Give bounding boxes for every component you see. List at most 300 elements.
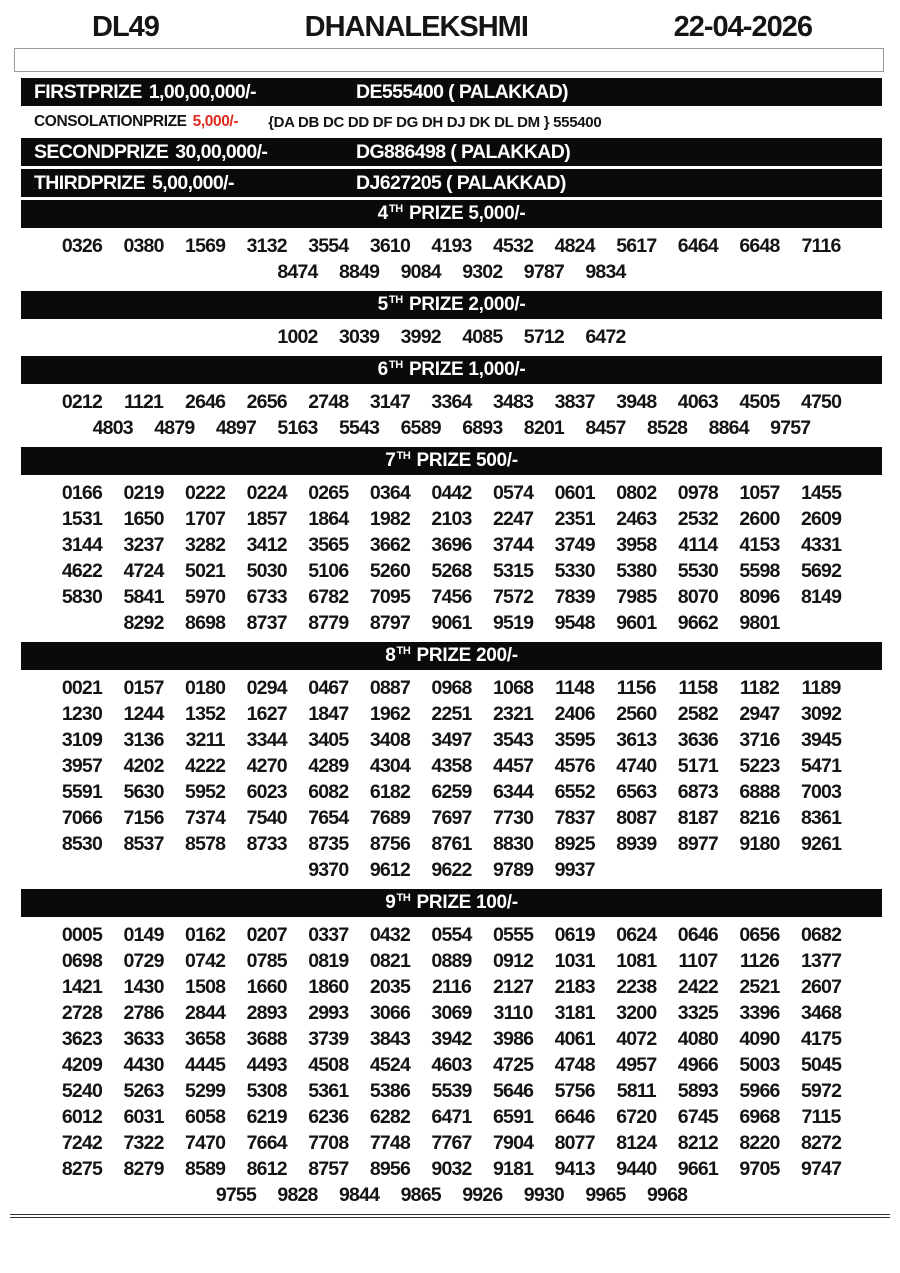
- winning-number: 1377: [800, 949, 842, 972]
- winning-number: 1189: [801, 676, 841, 699]
- winning-number: 8761: [431, 832, 472, 855]
- winning-number: 5893: [677, 1079, 718, 1102]
- prize-section-7th: [21, 447, 882, 639]
- winning-number: 3092: [800, 702, 842, 725]
- winning-number: 9865: [400, 1183, 441, 1206]
- results-content: [21, 78, 882, 1211]
- winning-number: 0180: [185, 676, 226, 699]
- winning-number: 4725: [493, 1053, 534, 1076]
- winning-number: 2748: [308, 390, 349, 413]
- winning-number: 0802: [616, 481, 657, 504]
- prize-section-6th: [21, 356, 882, 444]
- winning-number: 2582: [677, 702, 718, 725]
- winning-number: 3144: [61, 533, 103, 556]
- prize-label: FIRSTPRIZE: [34, 80, 142, 103]
- section-title: 9TH PRIZE 100/-: [385, 891, 518, 913]
- winning-number: 7116: [801, 234, 841, 257]
- winning-number: 2646: [185, 390, 226, 413]
- number-row: [21, 922, 882, 948]
- winning-number: 4508: [308, 1053, 349, 1076]
- winning-number: 0364: [369, 481, 410, 504]
- winning-number: 1244: [123, 702, 164, 725]
- winning-number: 5617: [616, 234, 657, 257]
- winning-number: 6591: [493, 1105, 534, 1128]
- winning-number: 3636: [677, 728, 718, 751]
- number-row: [21, 1156, 882, 1182]
- winning-number: 1430: [123, 975, 164, 998]
- winning-number: 8756: [369, 832, 410, 855]
- first-prize-winning-ticket: DE555400 ( PALAKKAD): [356, 80, 568, 103]
- winning-number: 0432: [369, 923, 410, 946]
- winning-number: 4114: [678, 533, 718, 556]
- prize-amount: 1,00,00,000/-: [148, 80, 256, 103]
- number-row: [21, 1182, 882, 1208]
- winning-number: 4358: [431, 754, 472, 777]
- winning-number: 5045: [800, 1053, 842, 1076]
- winning-number: 3749: [554, 533, 595, 556]
- number-row: [21, 1078, 882, 1104]
- number-row: [21, 610, 882, 636]
- winning-number: 8537: [123, 832, 164, 855]
- winning-number: 4457: [493, 754, 534, 777]
- winning-number: 5530: [677, 559, 718, 582]
- winning-number: 0337: [308, 923, 349, 946]
- winning-number: 2183: [554, 975, 595, 998]
- winning-number: 8070: [677, 585, 718, 608]
- section-header-9th: [21, 889, 882, 917]
- winning-number: 8124: [616, 1131, 657, 1154]
- winning-number: 4063: [677, 390, 718, 413]
- winning-number: 3405: [308, 728, 349, 751]
- winning-number: 8201: [523, 416, 564, 439]
- winning-number: 4430: [123, 1053, 164, 1076]
- lottery-name: DHANALEKSHMI: [304, 11, 528, 43]
- winning-number: 6873: [677, 780, 718, 803]
- winning-number: 2607: [800, 975, 842, 998]
- winning-number: 4532: [493, 234, 534, 257]
- winning-number: 2600: [739, 507, 780, 530]
- winning-number: 5712: [523, 325, 564, 348]
- winning-number: 4750: [800, 390, 842, 413]
- number-row: [21, 558, 882, 584]
- winning-number: 2247: [493, 507, 534, 530]
- winning-number: 6082: [308, 780, 349, 803]
- number-row: [21, 389, 882, 415]
- winning-number: 2127: [493, 975, 534, 998]
- winning-number: 9801: [739, 611, 780, 634]
- winning-number: 3948: [616, 390, 657, 413]
- winning-number: 9926: [462, 1183, 503, 1206]
- winning-number: 8096: [739, 585, 780, 608]
- winning-number: 3610: [369, 234, 410, 257]
- winning-number: 4090: [739, 1027, 780, 1050]
- winning-number: 9757: [770, 416, 811, 439]
- winning-number: 9789: [493, 858, 534, 881]
- winning-number: 2406: [554, 702, 595, 725]
- winning-number: 3945: [800, 728, 842, 751]
- winning-number: 0207: [246, 923, 287, 946]
- winning-number: 1421: [61, 975, 103, 998]
- winning-number: 5952: [185, 780, 226, 803]
- winning-number: 4222: [185, 754, 226, 777]
- winning-number: 8087: [616, 806, 657, 829]
- winning-number: 9965: [585, 1183, 626, 1206]
- bottom-divider: [10, 1214, 890, 1218]
- number-row: [21, 259, 882, 285]
- winning-number: 2786: [123, 1001, 164, 1024]
- winning-number: 4966: [677, 1053, 718, 1076]
- winning-number: 0887: [369, 676, 410, 699]
- winning-number: 3613: [616, 728, 657, 751]
- winning-number: 4724: [123, 559, 164, 582]
- second-prize-label-group: [34, 141, 356, 164]
- winning-number: 1107: [678, 949, 718, 972]
- winning-number: 6472: [585, 325, 626, 348]
- winning-number: 7242: [61, 1131, 103, 1154]
- prize-amount: 30,00,000/-: [175, 140, 268, 163]
- winning-number: 6023: [246, 780, 287, 803]
- winning-number: 7322: [123, 1131, 164, 1154]
- winning-number: 0889: [431, 949, 472, 972]
- winning-number: 1847: [308, 702, 349, 725]
- winning-number: 5299: [185, 1079, 226, 1102]
- winning-number: 7767: [431, 1131, 472, 1154]
- winning-number: 9370: [308, 858, 349, 881]
- winning-number: 8216: [739, 806, 780, 829]
- prize-section-5th: [21, 291, 882, 353]
- winning-number: 3282: [185, 533, 226, 556]
- winning-number: 6058: [185, 1105, 226, 1128]
- winning-number: 4603: [431, 1053, 472, 1076]
- winning-number: 5380: [616, 559, 657, 582]
- winning-number: 3109: [61, 728, 103, 751]
- winning-number: 1121: [123, 390, 164, 413]
- winning-number: 3565: [308, 533, 349, 556]
- winning-number: 4209: [61, 1053, 103, 1076]
- winning-number: 3843: [369, 1027, 410, 1050]
- number-row: [21, 779, 882, 805]
- winning-numbers-grid-4th: [21, 231, 882, 288]
- winning-number: 4576: [554, 754, 595, 777]
- winning-number: 9519: [493, 611, 534, 634]
- winning-number: 9061: [431, 611, 472, 634]
- winning-number: 2238: [616, 975, 657, 998]
- winning-number: 2521: [739, 975, 780, 998]
- winning-number: 8864: [708, 416, 749, 439]
- winning-number: 1182: [739, 676, 780, 699]
- winning-number: 9261: [800, 832, 842, 855]
- winning-number: 6219: [246, 1105, 287, 1128]
- winning-number: 5223: [739, 754, 780, 777]
- section-header-6th: [21, 356, 882, 384]
- winning-number: 1707: [185, 507, 226, 530]
- winning-number: 0646: [677, 923, 718, 946]
- prize-section-4th: [21, 200, 882, 288]
- winning-number: 3958: [616, 533, 657, 556]
- winning-number: 5598: [739, 559, 780, 582]
- first-prize-bar: [21, 78, 882, 106]
- winning-number: 5966: [739, 1079, 780, 1102]
- winning-number: 0554: [431, 923, 472, 946]
- winning-number: 0819: [308, 949, 349, 972]
- winning-number: 5591: [61, 780, 103, 803]
- winning-number: 8457: [585, 416, 626, 439]
- prize-amount: 5,00,000/-: [152, 171, 234, 194]
- winning-number: 5308: [246, 1079, 287, 1102]
- winning-number: 7374: [185, 806, 226, 829]
- winning-number: 3658: [185, 1027, 226, 1050]
- winning-number: 7654: [308, 806, 349, 829]
- winning-number: 6236: [308, 1105, 349, 1128]
- winning-number: 9930: [523, 1183, 564, 1206]
- section-header-5th: [21, 291, 882, 319]
- winning-number: 2728: [61, 1001, 103, 1024]
- winning-number: 4080: [677, 1027, 718, 1050]
- winning-number: 3716: [739, 728, 780, 751]
- number-row: [21, 805, 882, 831]
- winning-number: 3364: [431, 390, 472, 413]
- prize-section-9th: [21, 889, 882, 1211]
- number-row: [21, 753, 882, 779]
- winning-number: 3132: [246, 234, 287, 257]
- winning-number: 0968: [431, 676, 472, 699]
- number-row: [21, 948, 882, 974]
- winning-number: 4331: [800, 533, 842, 556]
- number-row: [21, 1130, 882, 1156]
- third-prize-label-group: [34, 172, 356, 195]
- winning-number: 0656: [739, 923, 780, 946]
- winning-number: 0682: [800, 923, 842, 946]
- prize-label: THIRDPRIZE: [34, 171, 146, 194]
- winning-number: 1068: [493, 676, 534, 699]
- winning-number: 3942: [431, 1027, 472, 1050]
- winning-number: 2463: [616, 507, 657, 530]
- winning-number: 5471: [800, 754, 842, 777]
- winning-number: 3110: [493, 1001, 533, 1024]
- winning-number: 5268: [431, 559, 472, 582]
- winning-number: 3069: [431, 1001, 472, 1024]
- winning-number: 4957: [616, 1053, 657, 1076]
- winning-number: 2035: [369, 975, 410, 998]
- winning-number: 9622: [431, 858, 472, 881]
- second-prize-winning-ticket: DG886498 ( PALAKKAD): [356, 140, 571, 163]
- winning-number: 3986: [493, 1027, 534, 1050]
- winning-number: 1031: [554, 949, 595, 972]
- winning-number: 3181: [554, 1001, 595, 1024]
- winning-number: 9661: [677, 1157, 718, 1180]
- winning-number: 4072: [616, 1027, 657, 1050]
- winning-number: 2656: [246, 390, 287, 413]
- winning-number: 3837: [554, 390, 595, 413]
- winning-number: 0021: [61, 676, 103, 699]
- winning-number: 0912: [493, 949, 534, 972]
- winning-number: 0619: [554, 923, 595, 946]
- winning-number: 8698: [185, 611, 226, 634]
- number-row: [21, 532, 882, 558]
- winning-number: 4879: [154, 416, 195, 439]
- winning-number: 4153: [739, 533, 780, 556]
- consolation-amount: 5,000/-: [192, 113, 239, 130]
- winning-number: 8149: [800, 585, 842, 608]
- titlebar: [0, 0, 900, 44]
- winning-number: 4202: [123, 754, 164, 777]
- winning-number: 6012: [61, 1105, 103, 1128]
- winning-number: 0212: [61, 390, 103, 413]
- winning-number: 5970: [185, 585, 226, 608]
- winning-number: 5630: [123, 780, 164, 803]
- winning-number: 7689: [369, 806, 410, 829]
- winning-number: 7003: [800, 780, 842, 803]
- number-row: [21, 584, 882, 610]
- winning-number: 6968: [739, 1105, 780, 1128]
- winning-number: 3325: [677, 1001, 718, 1024]
- winning-number: 4897: [215, 416, 257, 439]
- winning-number: 8528: [646, 416, 688, 439]
- winning-number: 9413: [554, 1157, 595, 1180]
- winning-number: 3200: [616, 1001, 657, 1024]
- winning-number: 9747: [800, 1157, 842, 1180]
- winning-number: 9084: [400, 260, 441, 283]
- number-row: [21, 480, 882, 506]
- winning-number: 3136: [123, 728, 164, 751]
- winning-number: 2844: [185, 1001, 226, 1024]
- winning-number: 0166: [61, 481, 103, 504]
- winning-number: 8292: [123, 611, 164, 634]
- winning-number: 0978: [677, 481, 718, 504]
- winning-number: 5543: [339, 416, 380, 439]
- consolation-prize-row: [21, 109, 882, 135]
- number-row: [21, 857, 882, 883]
- section-header-7th: [21, 447, 882, 475]
- winning-number: 6031: [123, 1105, 164, 1128]
- winning-number: 4505: [739, 390, 780, 413]
- winning-number: 4445: [185, 1053, 226, 1076]
- winning-number: 6648: [739, 234, 780, 257]
- winning-number: 6471: [431, 1105, 472, 1128]
- winning-number: 8272: [800, 1131, 842, 1154]
- winning-number: 8275: [61, 1157, 103, 1180]
- winning-number: 1352: [185, 702, 226, 725]
- number-row: [21, 675, 882, 701]
- empty-field: [14, 48, 884, 72]
- winning-number: 4493: [246, 1053, 287, 1076]
- winning-number: 5646: [493, 1079, 534, 1102]
- number-row: [21, 324, 882, 350]
- winning-number: 6782: [308, 585, 349, 608]
- winning-number: 9844: [339, 1183, 380, 1206]
- prize-section-8th: [21, 642, 882, 886]
- winning-number: 6646: [554, 1105, 595, 1128]
- winning-number: 4270: [246, 754, 287, 777]
- winning-number: 0574: [493, 481, 534, 504]
- winning-number: 7156: [123, 806, 164, 829]
- winning-number: 9601: [616, 611, 657, 634]
- winning-number: 4304: [369, 754, 410, 777]
- winning-number: 8212: [677, 1131, 718, 1154]
- first-prize-label-group: [34, 81, 356, 104]
- winning-number: 6259: [431, 780, 472, 803]
- winning-number: 3396: [739, 1001, 780, 1024]
- winning-number: 1081: [616, 949, 657, 972]
- winning-number: 9032: [431, 1157, 472, 1180]
- winning-number: 1660: [246, 975, 287, 998]
- winning-number: 1455: [800, 481, 842, 504]
- winning-number: 0785: [246, 949, 287, 972]
- winning-number: 5003: [739, 1053, 780, 1076]
- winning-number: 3237: [123, 533, 164, 556]
- winning-number: 9181: [493, 1157, 534, 1180]
- winning-number: 5260: [369, 559, 410, 582]
- winning-number: 9440: [616, 1157, 657, 1180]
- winning-number: 5163: [277, 416, 318, 439]
- winning-number: 8925: [554, 832, 595, 855]
- winning-number: 1857: [246, 507, 287, 530]
- winning-number: 9302: [462, 260, 503, 283]
- winning-number: 5021: [185, 559, 226, 582]
- winning-number: 3633: [123, 1027, 164, 1050]
- winning-number: 7540: [246, 806, 287, 829]
- winning-number: 3468: [800, 1001, 842, 1024]
- number-row: [21, 1104, 882, 1130]
- draw-date: 22-04-2026: [673, 11, 812, 43]
- winning-number: 0326: [61, 234, 103, 257]
- winning-number: 0005: [61, 923, 103, 946]
- winning-number: 3039: [339, 325, 380, 348]
- winning-number: 3066: [369, 1001, 410, 1024]
- winning-number: 4748: [554, 1053, 595, 1076]
- winning-numbers-grid-7th: [21, 478, 882, 639]
- number-row: [21, 1052, 882, 1078]
- winning-number: 0149: [123, 923, 164, 946]
- winning-number: 5171: [677, 754, 718, 777]
- winning-number: 0222: [185, 481, 226, 504]
- winning-number: 3744: [493, 533, 534, 556]
- winning-number: 1148: [555, 676, 595, 699]
- section-header-8th: [21, 642, 882, 670]
- winning-number: 0224: [246, 481, 287, 504]
- winning-number: 4061: [554, 1027, 595, 1050]
- winning-number: 1864: [308, 507, 349, 530]
- winning-number: 4803: [92, 416, 133, 439]
- winning-number: 4289: [308, 754, 349, 777]
- winning-number: 1230: [61, 702, 103, 725]
- winning-number: 0265: [308, 481, 349, 504]
- winning-number: 2893: [246, 1001, 287, 1024]
- winning-number: 8361: [800, 806, 842, 829]
- winning-number: 7837: [554, 806, 595, 829]
- winning-number: 8830: [493, 832, 534, 855]
- winning-number: 7664: [246, 1131, 287, 1154]
- third-prize-winning-ticket: DJ627205 ( PALAKKAD): [356, 171, 566, 194]
- winning-number: 8939: [616, 832, 657, 855]
- section-title: 7TH PRIZE 500/-: [385, 449, 518, 471]
- winning-number: 8956: [369, 1157, 410, 1180]
- winning-number: 6720: [616, 1105, 657, 1128]
- winning-number: 8757: [308, 1157, 349, 1180]
- winning-number: 3688: [246, 1027, 287, 1050]
- winning-number: 7470: [185, 1131, 226, 1154]
- winning-number: 3412: [246, 533, 287, 556]
- winning-number: 3623: [61, 1027, 103, 1050]
- winning-number: 5841: [123, 585, 164, 608]
- winning-number: 7095: [369, 585, 410, 608]
- winning-number: 3992: [400, 325, 441, 348]
- winning-number: 7708: [308, 1131, 349, 1154]
- winning-number: 8849: [339, 260, 380, 283]
- winning-number: 6464: [677, 234, 718, 257]
- winning-number: 6282: [369, 1105, 410, 1128]
- winning-number: 9612: [369, 858, 410, 881]
